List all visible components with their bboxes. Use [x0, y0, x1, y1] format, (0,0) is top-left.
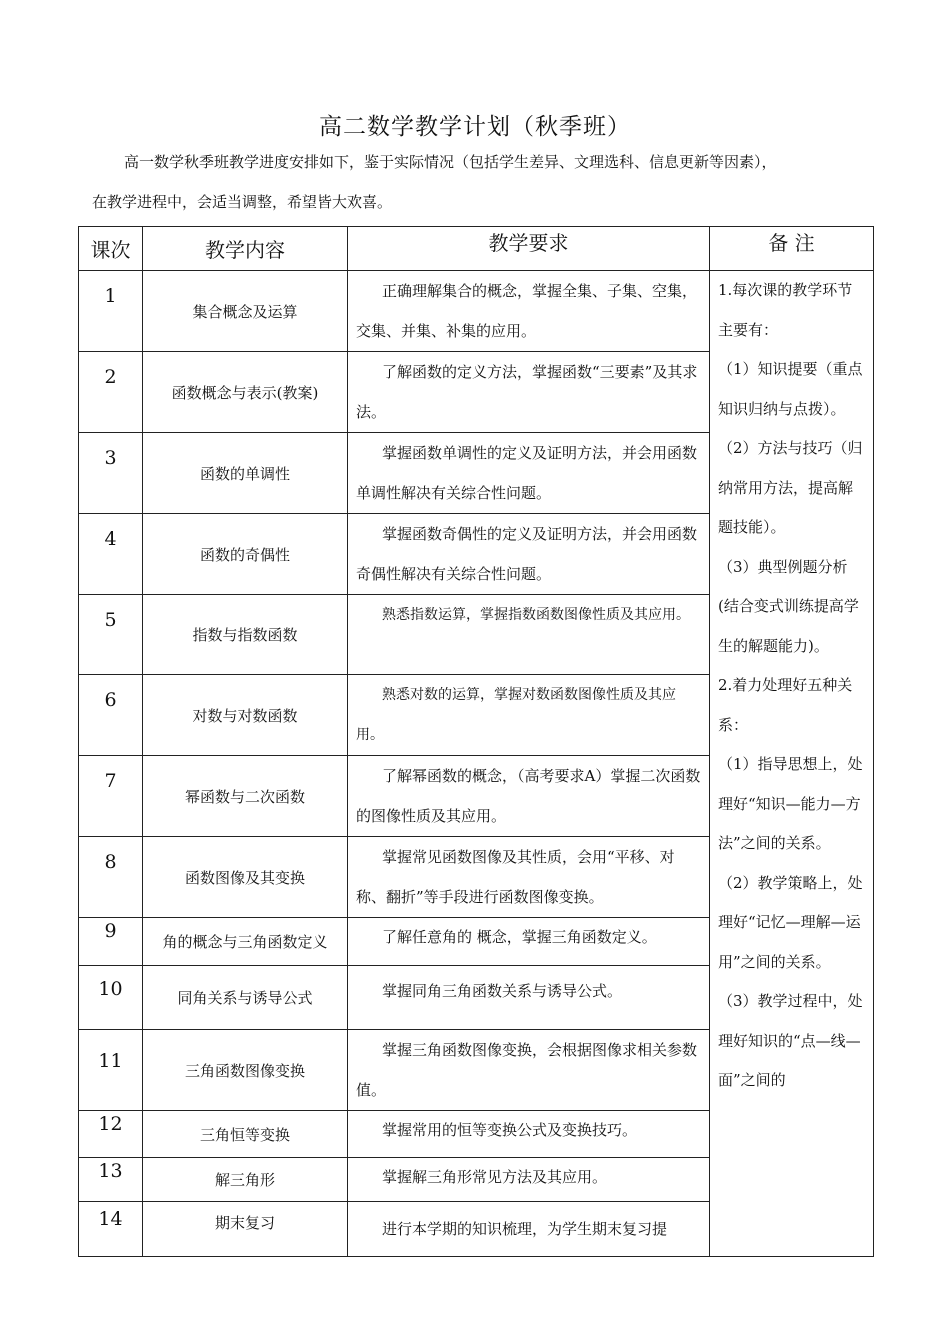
lesson-requirement: 掌握解三角形常见方法及其应用。	[348, 1158, 710, 1202]
lesson-number: 5	[79, 595, 143, 675]
remarks-line: （2）方法与技巧（归纳常用方法，提高解题技能）。	[718, 439, 863, 536]
remarks-line: （1）知识提要（重点知识归纳与点拨）。	[718, 360, 863, 418]
page-title: 高二数学教学计划（秋季班）	[319, 114, 631, 140]
lesson-requirement: 掌握常见函数图像及其性质，会用“平移、对称、翻折”等手段进行函数图像变换。	[348, 837, 710, 918]
lesson-content: 函数的奇偶性	[143, 514, 348, 595]
lesson-content: 集合概念及运算	[143, 271, 348, 352]
lesson-content: 三角恒等变换	[143, 1111, 348, 1158]
lesson-content: 函数图像及其变换	[143, 837, 348, 918]
intro-line-1: 高一数学秋季班教学进度安排如下，鉴于实际情况（包括学生差异、文理选科、信息更新等因素），	[124, 153, 777, 171]
lesson-content: 指数与指数函数	[143, 595, 348, 675]
intro-line-2: 在教学进程中，会适当调整，希望皆大欢喜。	[92, 193, 393, 211]
lesson-content: 同角关系与诱导公式	[143, 966, 348, 1030]
lesson-requirement: 了解函数的定义方法，掌握函数“三要素”及其求法。	[348, 352, 710, 433]
header-remarks: 备 注	[710, 227, 874, 271]
remarks-cell	[710, 271, 874, 1257]
lesson-requirement: 掌握函数奇偶性的定义及证明方法，并会用函数奇偶性解决有关综合性问题。	[348, 514, 710, 595]
header-lesson-number: 课次	[79, 227, 143, 271]
lesson-requirement: 掌握函数单调性的定义及证明方法，并会用函数单调性解决有关综合性问题。	[348, 433, 710, 514]
remarks-line: （1）指导思想上，处理好“知识—能力—方法”之间的关系。	[718, 755, 863, 852]
lesson-number: 1	[79, 271, 143, 352]
lesson-number: 3	[79, 433, 143, 514]
lesson-requirement: 熟悉指数运算，掌握指数函数图像性质及其应用。	[348, 595, 710, 675]
lesson-content: 期末复习	[143, 1202, 348, 1257]
lesson-requirement: 掌握常用的恒等变换公式及变换技巧。	[348, 1111, 710, 1158]
lesson-content: 解三角形	[143, 1158, 348, 1202]
remarks-line: （2）教学策略上，处理好“记忆—理解—运用”之间的关系。	[718, 873, 863, 971]
lesson-number: 13	[79, 1158, 143, 1202]
lesson-content: 三角函数图像变换	[143, 1030, 348, 1111]
lesson-number: 7	[79, 756, 143, 837]
lesson-content: 对数与对数函数	[143, 675, 348, 756]
lesson-number: 6	[79, 675, 143, 756]
lesson-number: 2	[79, 352, 143, 433]
lesson-requirement: 熟悉对数的运算，掌握对数函数图像性质及其应用。	[348, 675, 710, 756]
lesson-number: 8	[79, 837, 143, 918]
lesson-number: 12	[79, 1111, 143, 1158]
remarks-line: （3）典型例题分析(结合变式训练提高学生的解题能力)。	[718, 557, 859, 655]
remarks-line: 1.每次课的教学环节主要有：	[718, 281, 853, 339]
lesson-requirement: 正确理解集合的概念，掌握全集、子集、空集，交集、并集、补集的应用。	[348, 271, 710, 352]
remarks-line: （3）教学过程中，处理好知识的“点—线—面”之间的	[718, 992, 863, 1089]
lesson-requirement: 了解任意角的 概念，掌握三角函数定义。	[348, 918, 710, 966]
remarks-line: 2.着力处理好五种关系：	[718, 676, 853, 734]
lesson-number: 14	[79, 1202, 143, 1257]
lesson-number: 10	[79, 966, 143, 1030]
table-row	[79, 271, 874, 352]
header-teaching-content: 教学内容	[143, 227, 348, 271]
lesson-number: 11	[79, 1030, 143, 1111]
teaching-plan-table	[78, 226, 874, 1257]
lesson-content: 函数的单调性	[143, 433, 348, 514]
lesson-requirement: 了解幂函数的概念，（高考要求A）掌握二次函数的图像性质及其应用。	[348, 756, 710, 837]
lesson-content: 幂函数与二次函数	[143, 756, 348, 837]
lesson-requirement: 掌握三角函数图像变换，会根据图像求相关参数值。	[348, 1030, 710, 1111]
lesson-content: 角的概念与三角函数定义	[143, 918, 348, 966]
lesson-requirement: 进行本学期的知识梳理，为学生期末复习提	[348, 1202, 710, 1257]
lesson-number: 9	[79, 918, 143, 966]
lesson-content: 函数概念与表示(教案)	[143, 352, 348, 433]
table-header-row	[79, 227, 874, 271]
lesson-number: 4	[79, 514, 143, 595]
lesson-requirement: 掌握同角三角函数关系与诱导公式。	[348, 966, 710, 1030]
header-teaching-requirement: 教学要求	[348, 227, 710, 271]
